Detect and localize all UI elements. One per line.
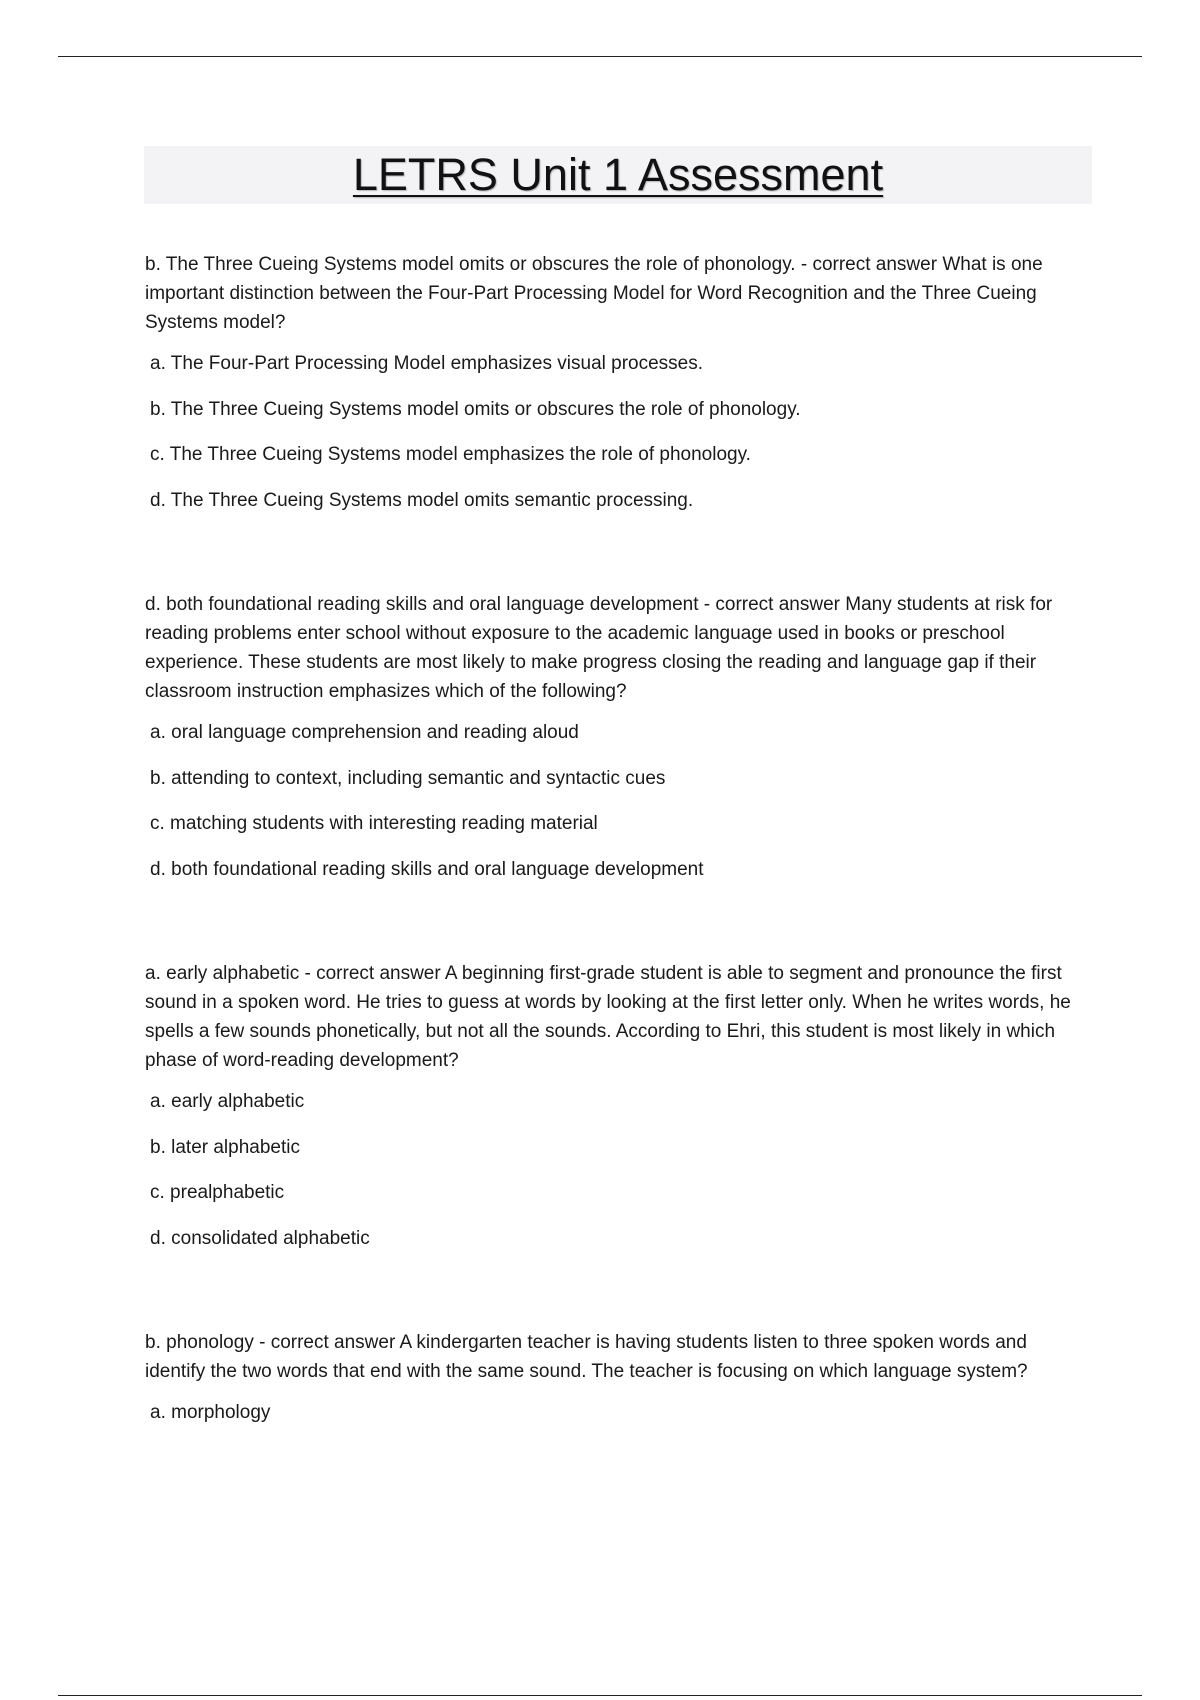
option-list	[145, 1401, 1091, 1447]
option-item: b. attending to context, including semantic and syntactic cues	[150, 767, 666, 789]
option-list	[145, 1090, 1091, 1272]
option-item: a. The Four-Part Processing Model emphasizes visual processes.	[150, 353, 704, 374]
option-list	[145, 721, 1091, 903]
option-item: a. early alphabetic	[150, 1091, 305, 1112]
question-block	[145, 250, 1091, 534]
option-item: c. matching students with interesting reading material	[150, 813, 598, 834]
option-item: b. later alphabetic	[150, 1136, 300, 1158]
document-body	[145, 250, 1091, 1447]
question-block	[145, 959, 1091, 1272]
top-rule	[58, 56, 1142, 57]
option-item: a. morphology	[150, 1402, 271, 1423]
page-title: LETRS Unit 1 Assessment	[352, 149, 884, 200]
question-text: b. The Three Cueing Systems model omits or obscures the role of phonology. - correct answer What is one important distinction between the Four-Part Processing Model for Word Recognition and the Three Cueing Systems model?	[145, 254, 1043, 333]
option-item: d. both foundational reading skills and oral language development	[150, 858, 704, 880]
option-item: d. consolidated alphabetic	[150, 1227, 370, 1249]
option-item: d. The Three Cueing Systems model omits semantic processing.	[150, 489, 694, 511]
title-band	[144, 146, 1092, 204]
option-item: b. The Three Cueing Systems model omits or obscures the role of phonology.	[150, 398, 801, 420]
option-item: c. The Three Cueing Systems model emphasizes the role of phonology.	[150, 444, 751, 465]
question-text: b. phonology - correct answer A kindergarten teacher is having students listen to three spoken words and identify the two words that end with the same sound. The teacher is focusing on which language system?	[145, 1332, 1028, 1382]
question-text: d. both foundational reading skills and oral language development - correct answer Many students at risk for reading problems enter school without exposure to the academic language used in books or preschool experience. These students are most likely to make progress closing the reading and language gap if their classroom instruction emphasizes which of the following?	[145, 594, 1053, 702]
bottom-rule	[58, 1695, 1142, 1696]
option-item: a. oral language comprehension and reading aloud	[150, 722, 579, 743]
question-block	[145, 590, 1091, 903]
option-list	[145, 352, 1091, 534]
question-block	[145, 1328, 1091, 1447]
question-text: a. early alphabetic - correct answer A beginning first-grade student is able to segment and pronounce the first sound in a spoken word. He tries to guess at words by looking at the first letter only. When he writes words, he spells a few sounds phonetically, but not all the sounds. According to Ehri, this student is most likely in which phase of word-reading development?	[145, 963, 1071, 1071]
option-item: c. prealphabetic	[150, 1182, 285, 1203]
